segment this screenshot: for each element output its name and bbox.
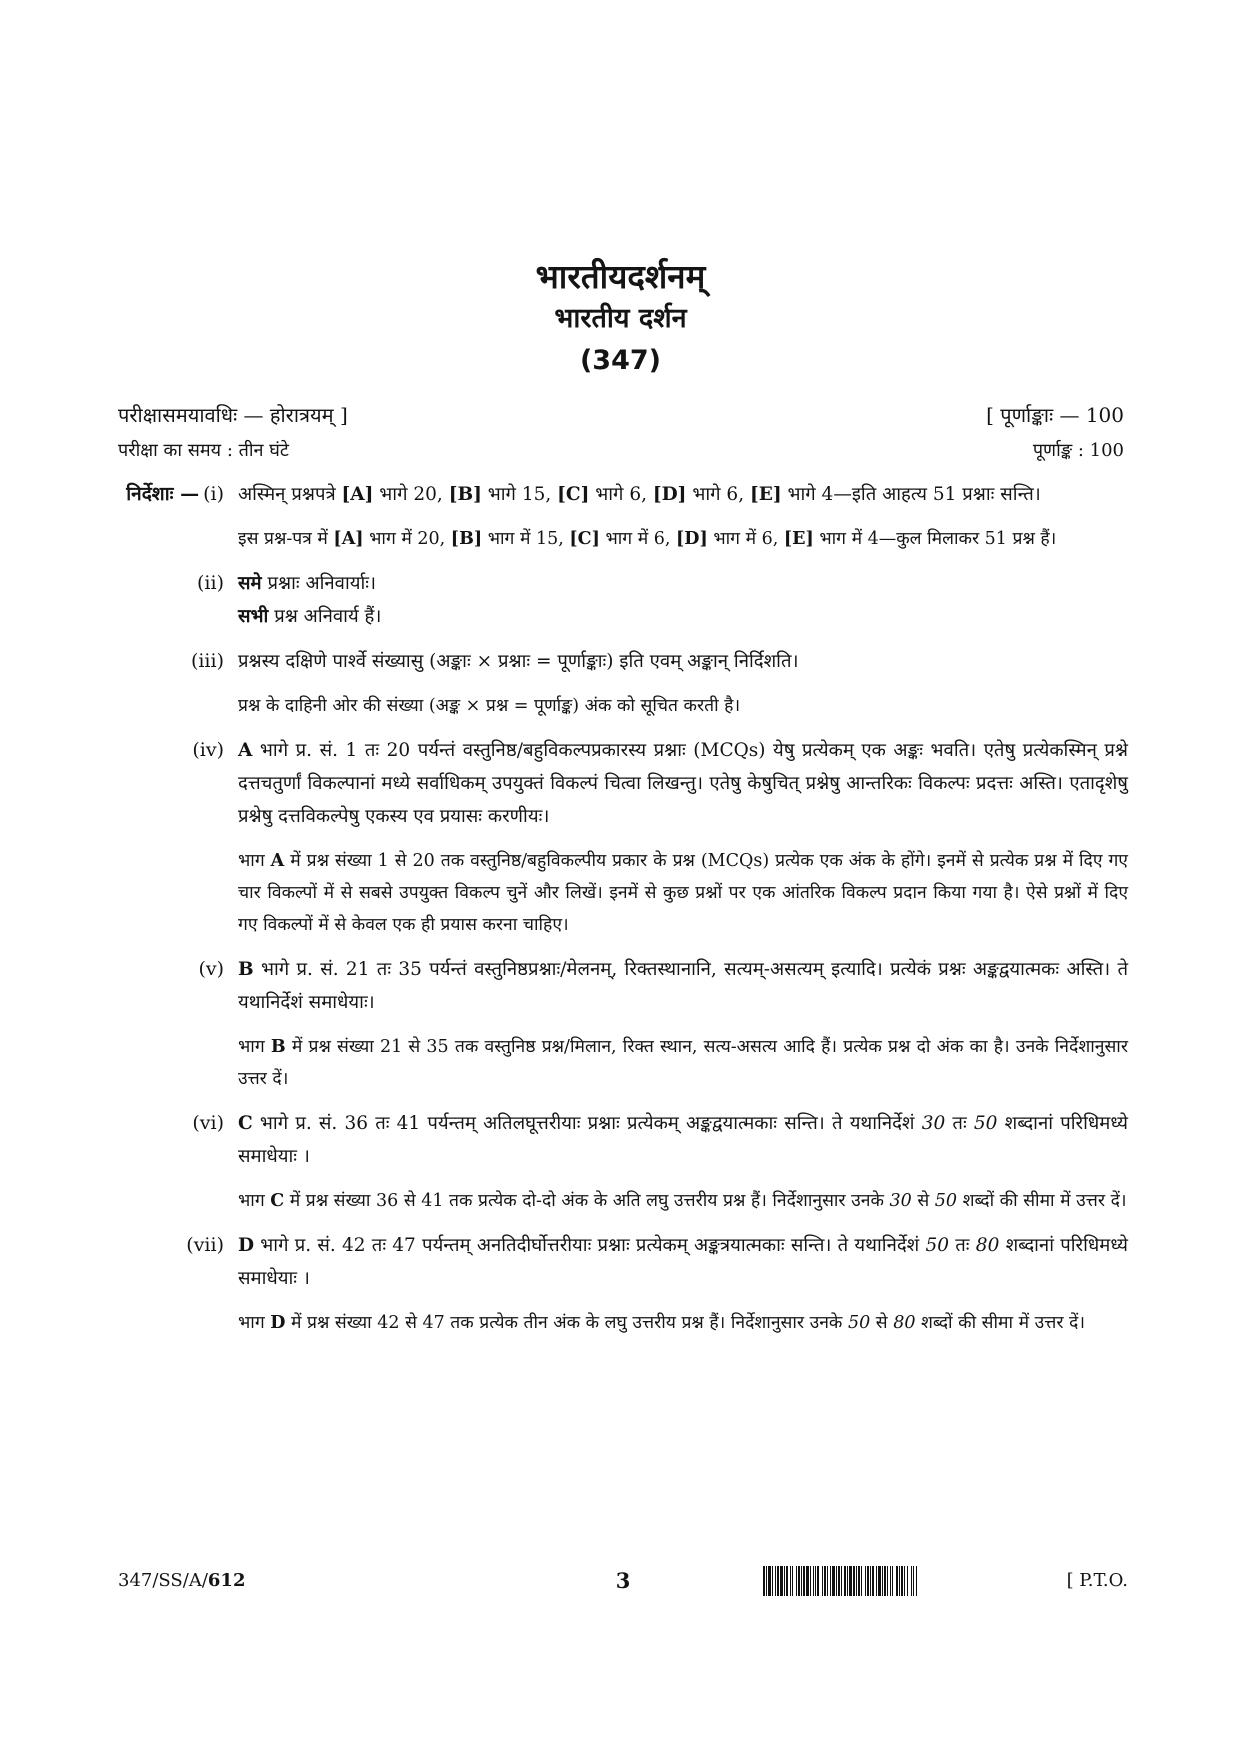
instructions-list [118, 478, 1128, 1351]
instruction-number: (vii) [186, 1234, 224, 1256]
instruction-text-sanskrit: अस्मिन् प्रश्नपत्रे [A] भागे 20, [B] भागे 15, [C] भागे 6, [D] भागे 6, [E] भागे 4—इति आहत्य 51 प्रश्नाः सन्ति। [238, 484, 1041, 505]
time-sanskrit: परीक्षासमयावधिः — होरात्रयम् ] [118, 403, 348, 427]
instruction-text-sanskrit: C भागे प्र. सं. 36 तः 41 पर्यन्तम् अतिलघूत्तरीयाः प्रश्नाः प्रत्येकम् अङ्कद्वयात्मकाः सन्ति। ते यथानिर्देशं 30 तः 50 शब्दानां परिधिमध्ये समाधेयाः । [238, 1113, 1129, 1167]
instruction-text-hindi: भाग A में प्रश्न संख्या 1 से 20 तक वस्तुनिष्ठ/बहुविकल्पीय प्रकार के प्रश्न (MCQs) प्रत्येक एक अंक के होंगे। इनमें से प्रत्येक प्रश्न में दिए गए चार विकल्पों में से सबसे उपयुक्त विकल्प चुनें और लिखें। इनमें से कुछ प्रश्नों पर एक आंतरिक विकल्प प्रदान किया गया है। ऐसे प्रश्नों में दिए गए विकल्पों में से केवल एक ही प्रयास करना चाहिए। [238, 851, 1128, 935]
instruction-number: (i) [203, 483, 224, 505]
instruction-body [238, 953, 1128, 1095]
title-block [0, 255, 1241, 383]
instruction-item [118, 734, 1128, 941]
instruction-number: (ii) [197, 572, 224, 594]
instruction-number: (iii) [190, 650, 224, 672]
instruction-body [238, 1107, 1128, 1217]
instruction-item [118, 645, 1128, 722]
marks-hindi: पूर्णाङ्क : 100 [1032, 440, 1124, 461]
instruction-text-hindi: प्रश्न के दाहिनी ओर की संख्या (अङ्क × प्रश्न = पूर्णाङ्क) अंक को सूचित करती है। [238, 696, 741, 716]
instruction-body [238, 645, 1128, 722]
instruction-item [118, 567, 1128, 633]
instruction-body [238, 1229, 1128, 1339]
instruction-lead [118, 1107, 238, 1217]
barcode-image [763, 1566, 1013, 1596]
instruction-lead [118, 567, 238, 633]
instruction-lead [118, 734, 238, 941]
instruction-item [118, 1107, 1128, 1217]
instruction-body [238, 734, 1128, 941]
instruction-item [118, 478, 1128, 555]
page-number: 3 [615, 1568, 631, 1593]
instructions-heading: निर्देशाः — [126, 483, 200, 505]
instruction-number: (v) [198, 958, 224, 980]
instruction-lead [118, 478, 238, 555]
instruction-lead [118, 645, 238, 722]
instruction-lead [118, 953, 238, 1095]
marks-sanskrit: [ पूर्णाङ्काः — 100 [986, 403, 1124, 427]
paper-code-prefix: 347/SS/A/ [118, 1570, 208, 1591]
paper-code-suffix: 612 [207, 1570, 246, 1591]
instruction-text-sanskrit: B भागे प्र. सं. 21 तः 35 पर्यन्तं वस्तुनिष्ठप्रश्नाः/मेलनम्, रिक्तस्थानानि, सत्यम्-असत्यम् इत्यादि। प्रत्येकं प्रश्नः अङ्कद्वयात्मकः अस्ति। ते यथानिर्देशं समाधेयाः। [238, 959, 1128, 1013]
instruction-item [118, 953, 1128, 1095]
meta-row-sanskrit [118, 400, 1124, 430]
instruction-number: (vi) [192, 1112, 224, 1134]
instruction-text-sanskrit: A भागे प्र. सं. 1 तः 20 पर्यन्तं वस्तुनिष्ठ/बहुविकल्पप्रकारस्य प्रश्नाः (MCQs) येषु प्रत्येकम् एक अङ्कः भवति। एतेषु प्रत्येकस्मिन् प्रश्ने दत्तचतुर्णां विकल्पानां मध्ये सर्वाधिकम् उपयुक्तं विकल्पं चित्वा लिखन्तु। एतेषु केषुचित् प्रश्नेषु आन्तरिकः विकल्पः प्रदत्तः अस्ति। एतादृशेषु प्रश्नेषु दत्तविकल्पेषु एकस्य एव प्रयासः करणीयः। [238, 740, 1128, 827]
page-footer [118, 1566, 1128, 1602]
instruction-text-sanskrit: समे प्रश्नाः अनिवार्याः। सभी प्रश्न अनिवार्य हैं। [238, 573, 382, 627]
instruction-text-hindi: इस प्रश्न-पत्र में [A] भाग में 20, [B] भाग में 15, [C] भाग में 6, [D] भाग में 6, [E] भाग में 4—कुल मिलाकर 51 प्रश्न हैं। [238, 529, 1057, 549]
instruction-text-sanskrit: प्रश्नस्य दक्षिणे पार्श्वे संख्यासु (अङ्काः × प्रश्नाः = पूर्णाङ्काः) इति एवम् अङ्कान् निर्दिशति। [238, 651, 799, 672]
instruction-text-hindi: भाग C में प्रश्न संख्या 36 से 41 तक प्रत्येक दो-दो अंक के अति लघु उत्तरीय प्रश्न हैं। निर्देशानुसार उनके 30 से 50 शब्दों की सीमा में उत्तर दें। [238, 1191, 1127, 1211]
time-hindi: परीक्षा का समय : तीन घंटे [118, 440, 289, 461]
instruction-body [238, 478, 1128, 555]
instruction-item [118, 1229, 1128, 1339]
instruction-lead [118, 1229, 238, 1339]
instruction-text-sanskrit: D भागे प्र. सं. 42 तः 47 पर्यन्तम् अनतिदीर्घोत्तरीयाः प्रश्नाः प्रत्येकम् अङ्कत्रयात्मकाः सन्ति। ते यथानिर्देशं 50 तः 80 शब्दानां परिधिमध्ये समाधेयाः । [238, 1235, 1129, 1289]
subject-code: (347) [579, 345, 662, 376]
instruction-body [238, 567, 1128, 633]
instruction-text-hindi: भाग D में प्रश्न संख्या 42 से 47 तक प्रत्येक तीन अंक के लघु उत्तरीय प्रश्न हैं। निर्देशानुसार उनके 50 से 80 शब्दों की सीमा में उत्तर दें। [238, 1313, 1085, 1333]
title-sanskrit: भारतीयदर्शनम् [535, 257, 706, 296]
instruction-number: (iv) [192, 739, 224, 761]
instruction-text-hindi: भाग B में प्रश्न संख्या 21 से 35 तक वस्तुनिष्ठ प्रश्न/मिलान, रिक्त स्थान, सत्य-असत्य आदि हैं। प्रत्येक प्रश्न दो अंक का है। उनके निर्देशानुसार उत्तर दें। [238, 1037, 1128, 1089]
pto-label: [ P.T.O. [1066, 1570, 1128, 1591]
title-hindi: भारतीय दर्शन [554, 303, 687, 334]
meta-row-hindi [118, 436, 1124, 466]
